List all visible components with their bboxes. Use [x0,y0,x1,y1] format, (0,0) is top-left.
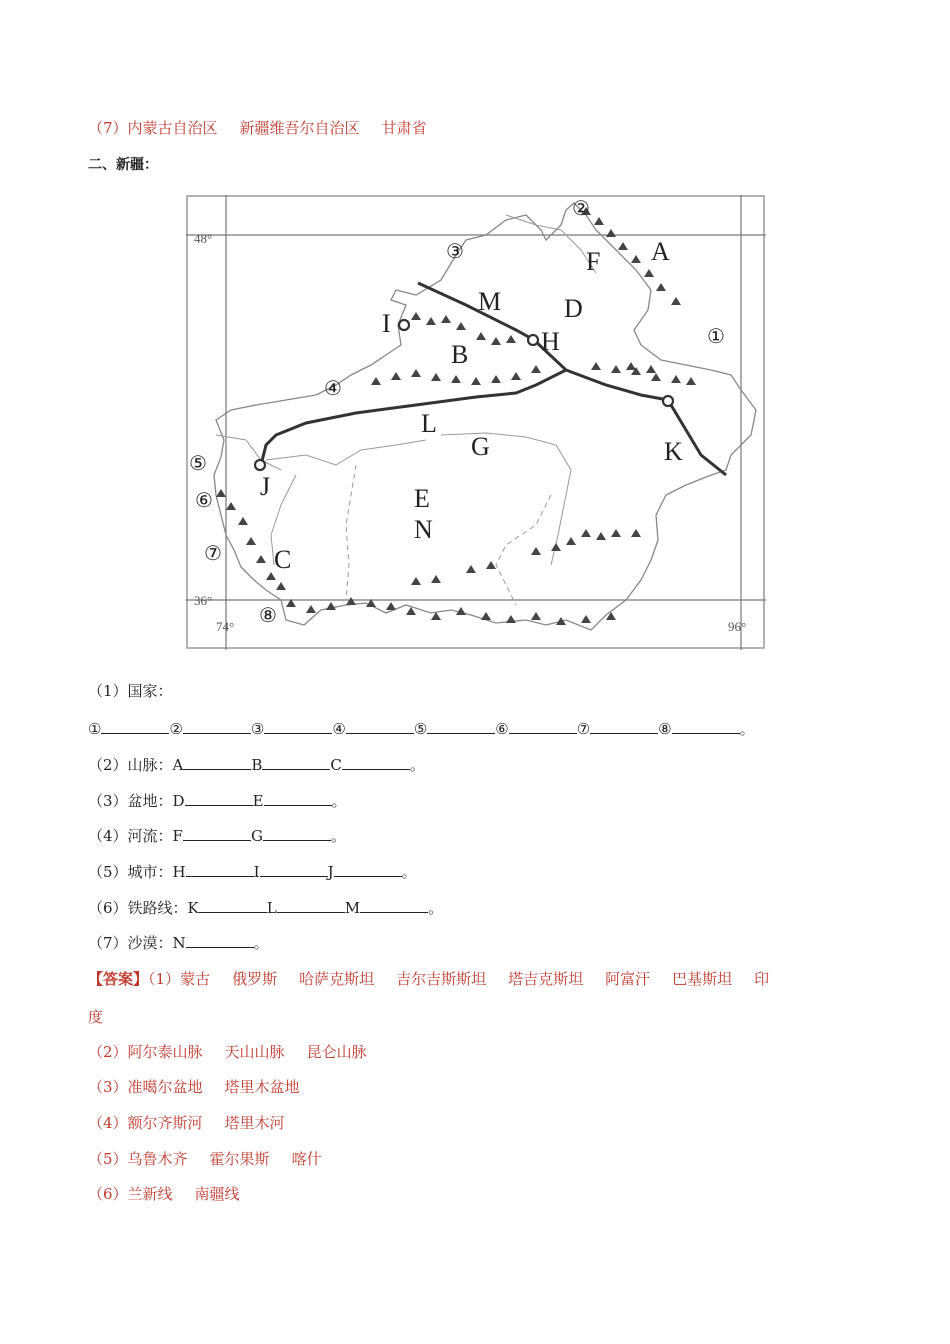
blank-label: N [172,934,186,952]
blank-label: B [251,756,263,774]
blank-label: ⑥ [495,720,509,738]
end-mark: 。 [330,827,346,845]
blank-label: ⑧ [658,720,672,738]
map-label-F: F [586,247,601,276]
blank-line [672,721,740,734]
blank-line [427,721,495,734]
question-prefix: （2）山脉： [88,756,173,774]
blank-label: ③ [250,720,265,738]
blank-label: M [344,899,361,917]
map-circled-1: ① [707,324,725,348]
end-mark: 。 [428,899,444,917]
answer-item: 南疆线 [194,1185,240,1203]
answer-3 [88,1076,300,1097]
answer-item: （3）准噶尔盆地 [88,1078,203,1096]
answer-item: 天山山脉 [224,1043,285,1061]
answer-item: 吉尔吉斯斯坦 [396,970,487,988]
answer-item: （6）兰新线 [88,1185,173,1203]
blank-line [277,900,345,913]
map-label-K: K [664,437,683,466]
answer-1 [88,968,769,989]
blank-label: L [266,899,277,917]
question-4 [88,825,346,846]
lat-label: 36° [194,593,213,608]
answer-tag: 【答案】 [88,970,149,988]
blank-line [264,721,332,734]
answer-item: 哈萨克斯坦 [299,970,375,988]
answer-item: 印 [754,970,770,988]
blank-line [263,828,331,841]
map-label-M: M [478,287,502,316]
blank-line [101,721,169,734]
blank-line [360,900,428,913]
map-label-E: E [414,484,430,513]
map-label-G: G [471,432,490,461]
question-6 [88,897,443,918]
blank-label: ② [169,720,183,738]
blank-line [183,757,251,770]
answer-item: 蒙古 [180,970,211,988]
blank-label: J [327,863,334,881]
map-circled-7: ⑦ [204,541,222,565]
blank-line [590,721,658,734]
lon-label: 96° [728,619,747,634]
map-label-C: C [274,545,292,574]
map-label-N: N [414,515,433,544]
blank-label: E [252,792,264,810]
map-circled-3: ③ [446,239,464,263]
answer-item: 巴基斯坦 [672,970,733,988]
question-5 [88,861,417,882]
map-label-L: L [421,409,437,438]
blank-label: K [187,899,199,917]
blank-label: H [172,863,186,881]
map-label-B: B [451,340,469,369]
blank-line [342,757,410,770]
map-label-I: I [382,309,391,338]
answer-item: 新疆维吾尔自治区 [239,119,360,137]
answer-item: 俄罗斯 [232,970,278,988]
blank-line [334,864,402,877]
map-label-J: J [260,472,271,501]
blank-label: G [250,827,263,845]
city-marker [255,460,265,470]
end-mark: 。 [331,792,347,810]
map-circled-6: ⑥ [195,488,213,512]
question-1-blanks [88,718,755,739]
answer-item: （5）乌鲁木齐 [88,1150,188,1168]
answer-item: 昆仑山脉 [306,1043,367,1061]
end-mark: 。 [739,720,755,738]
blank-line [183,721,251,734]
question-prefix: （6）铁路线： [88,899,188,917]
blank-line [185,793,253,806]
question-2 [88,754,425,775]
city-marker [399,320,409,330]
answer-item: 甘肃省 [381,119,427,137]
blank-label: ⑦ [576,720,591,738]
blank-label: ⑤ [413,720,428,738]
map-label-A: A [651,237,670,266]
map-label-D: D [564,294,583,323]
question-7 [88,932,269,953]
question-3 [88,790,347,811]
answer-4 [88,1112,285,1133]
blank-line [262,757,330,770]
answer-item: （4）额尔齐斯河 [88,1114,203,1132]
end-mark: 。 [409,756,425,774]
blank-line [183,828,251,841]
blank-label: F [172,827,183,845]
blank-line [346,721,414,734]
section-heading: 二、新疆： [88,157,158,173]
answer-1-wrap: 度 [88,1008,104,1026]
question-prefix: （5）城市： [88,863,173,881]
map-circled-4: ④ [324,376,342,400]
map-circled-5: ⑤ [189,451,207,475]
answer-line-7 [88,117,427,138]
blank-line [260,864,328,877]
blank-line [199,900,267,913]
answer-item: （7）内蒙古自治区 [88,119,218,137]
answer-item: 霍尔果斯 [209,1150,270,1168]
map-label-H: H [541,327,560,356]
city-marker [663,396,673,406]
answer-item: 喀什 [291,1150,322,1168]
blank-label: A [172,756,184,774]
answer-2 [88,1041,367,1062]
question-prefix: （4）河流： [88,827,173,845]
city-marker [528,335,538,345]
blank-label: ④ [332,720,346,738]
question-prefix: （7）沙漠： [88,934,173,952]
answer-item: 塔里木河 [224,1114,285,1132]
question-prefix: （3）盆地： [88,792,173,810]
answer-prefix: （1） [148,970,181,988]
lat-label: 48° [194,231,213,246]
question-1-title: （1）国家： [88,682,173,700]
blank-label: C [330,756,342,774]
end-mark: 。 [253,934,269,952]
answer-item: 阿富汗 [605,970,651,988]
lon-label: 74° [216,619,235,634]
blank-line [264,793,332,806]
blank-line [186,935,254,948]
answer-item: （2）阿尔泰山脉 [88,1043,203,1061]
blank-label: I [253,863,260,881]
xinjiang-map [186,195,766,650]
blank-label: ① [88,720,102,738]
blank-line [186,864,254,877]
end-mark: 。 [401,863,417,881]
blank-label: D [172,792,185,810]
answer-5 [88,1148,322,1169]
map-circled-2: ② [572,196,590,220]
answer-6 [88,1183,240,1204]
blank-line [509,721,577,734]
answer-item: 塔吉克斯坦 [508,970,584,988]
map-circled-8: ⑧ [259,603,277,627]
answer-item: 塔里木盆地 [224,1078,300,1096]
